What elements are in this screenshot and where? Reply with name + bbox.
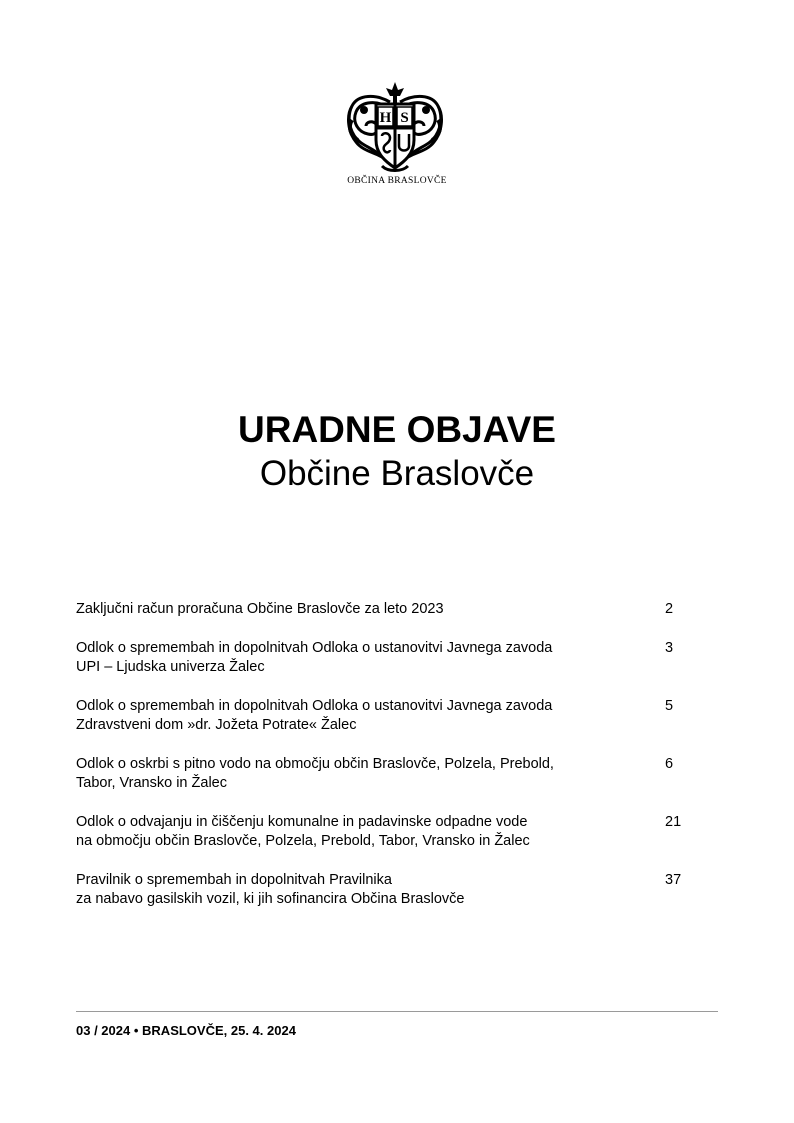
toc-entry [76, 871, 706, 909]
table-of-contents [76, 600, 706, 929]
toc-entry [76, 600, 706, 619]
separator-bullet: • [133, 1023, 139, 1038]
toc-entry-line: Tabor, Vransko in Žalec [76, 775, 227, 791]
toc-entry-line: Odlok o odvajanju in čiščenju komunalne in padavinske odpadne vode [76, 814, 528, 830]
page-subtitle: Občine Braslovče [259, 454, 535, 493]
toc-entry-title [76, 639, 636, 677]
toc-entry-line: za nabavo gasilskih vozil, ki jih sofinancira Občina Braslovče [76, 891, 465, 907]
toc-entry-line: Odlok o oskrbi s pitno vodo na območju občin Braslovče, Polzela, Prebold, [76, 756, 554, 772]
toc-entry-title [76, 871, 636, 909]
footer-divider [76, 1011, 718, 1012]
municipality-label: OBČINA BRASLOVČE [347, 176, 447, 186]
toc-entry-page: 6 [665, 756, 674, 772]
toc-entry-page: 2 [665, 601, 674, 617]
municipal-coat-of-arms-icon [346, 80, 444, 176]
toc-entry [76, 755, 706, 793]
footer [76, 1023, 296, 1038]
issue-number: 03 / 2024 [76, 1023, 131, 1038]
toc-entry-line: Zaključni račun proračuna Občine Braslovče za leto 2023 [76, 601, 444, 617]
toc-entry-line: na območju občin Braslovče, Polzela, Prebold, Tabor, Vransko in Žalec [76, 833, 530, 849]
toc-entry-line: Pravilnik o spremembah in dopolnitvah Pravilnika [76, 872, 392, 888]
toc-entry-title [76, 697, 636, 735]
toc-entry-page: 5 [665, 698, 674, 714]
toc-entry-line: UPI – Ljudska univerza Žalec [76, 659, 265, 675]
toc-entry-line: Odlok o spremembah in dopolnitvah Odloka o ustanovitvi Javnega zavoda [76, 698, 553, 714]
toc-entry-page: 21 [665, 814, 682, 830]
toc-entry-line: Zdravstveni dom »dr. Jožeta Potrate« Žalec [76, 717, 357, 733]
toc-entry-title [76, 600, 636, 619]
page-title: URADNE OBJAVE [238, 409, 556, 450]
emblem-letter-h: H [379, 110, 392, 126]
toc-entry [76, 697, 706, 735]
toc-entry-page: 3 [665, 640, 674, 656]
toc-entry-line: Odlok o spremembah in dopolnitvah Odloka o ustanovitvi Javnega zavoda [76, 640, 553, 656]
title-block [0, 408, 794, 496]
toc-entry-title [76, 813, 636, 851]
toc-entry-title [76, 755, 636, 793]
toc-entry [76, 639, 706, 677]
emblem-letter-s: S [400, 110, 409, 126]
toc-entry-page: 37 [665, 872, 682, 888]
place-date: BRASLOVČE, 25. 4. 2024 [142, 1023, 296, 1038]
toc-entry [76, 813, 706, 851]
